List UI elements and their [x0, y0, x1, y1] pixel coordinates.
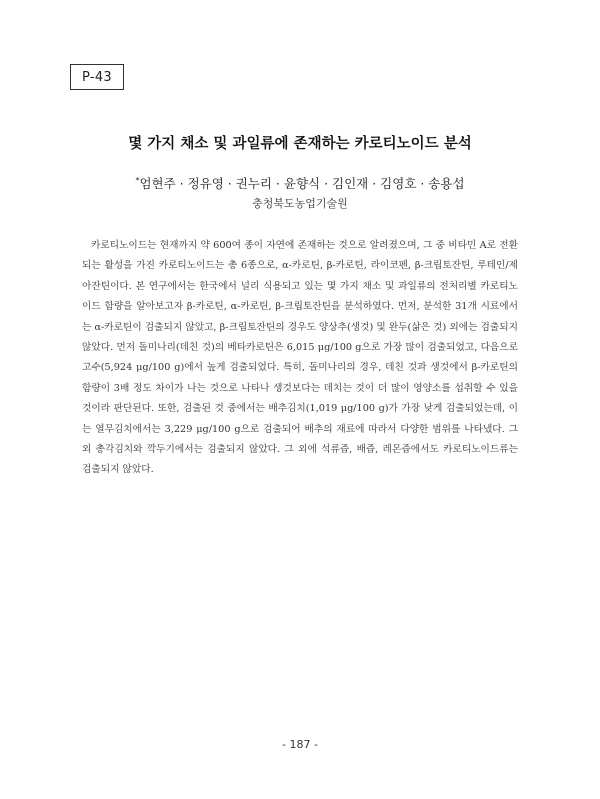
abstract-body: 카로티노이드는 현재까지 약 600여 종이 자연에 존재하는 것으로 알려졌으며, 그 중 비타민 A로 전환되는 활성을 가진 카로티노이드는 총 6종으로, α-카로틴, β-카로틴, 라이코펜, β-크립토잔틴, 루테인/제아잔틴이다. 본 연구에서는 한국에서 널리 식용되고 있는 몇 가지 채소 및 과일류의 전처리별 카로티노이드 함량을 알아보고자 β-카로틴, α-카로틴, β-크립토잔틴을 분석하였다. 먼저, 분석한 31개 시료에서는 α-카로틴이 검출되지 않았고, β-크립토잔틴의 경우도 양상추(생것) 및 완두(삶은 것) 외에는 검출되지 않았다. 먼저 돌미나리(데친 것)의 베타카로틴은 6,015 μg/100 g으로 가장 많이 검출되었고, 다음으로 고수(5,924 μg/100 g)에서 높게 검출되었다. 특히, 돌미나리의 경우, 데친 것과 생것에서 β-카로틴의 함량이 3배 정도 차이가 나는 것으로 나타나 생것보다는 데치는 것이 더 많이 영양소를 섭취할 수 있을 것이라 판단된다. 또한, 검출된 것 중에서는 배추김치(1,019 μg/100 g)가 가장 낮게 검출되었는데, 이는 열무김치에서는 3,229 μg/100 g으로 검출되어 배추의 재료에 따라서 다양한 범위를 나타냈다. 그 외 총각김치와 깍두기에서는 검출되지 않았다. 그 외에 석류즙, 배즙, 레몬즙에서도 카로티노이드류는 검출되지 않았다.: [82, 240, 518, 476]
poster-number-badge: P-43: [70, 64, 124, 90]
paper-title: 몇 가지 채소 및 과일류에 존재하는 카로티노이드 분석: [128, 136, 472, 152]
page-number: - 187 -: [282, 738, 318, 751]
affiliation: 충청북도농업기술원: [252, 197, 348, 210]
author-names: 엄현주 · 정유영 · 권누리 · 윤향식 · 김인재 · 김영호 · 송용섭: [139, 176, 465, 191]
corresponding-author-mark: *: [135, 176, 140, 185]
author-list: [0, 174, 600, 192]
